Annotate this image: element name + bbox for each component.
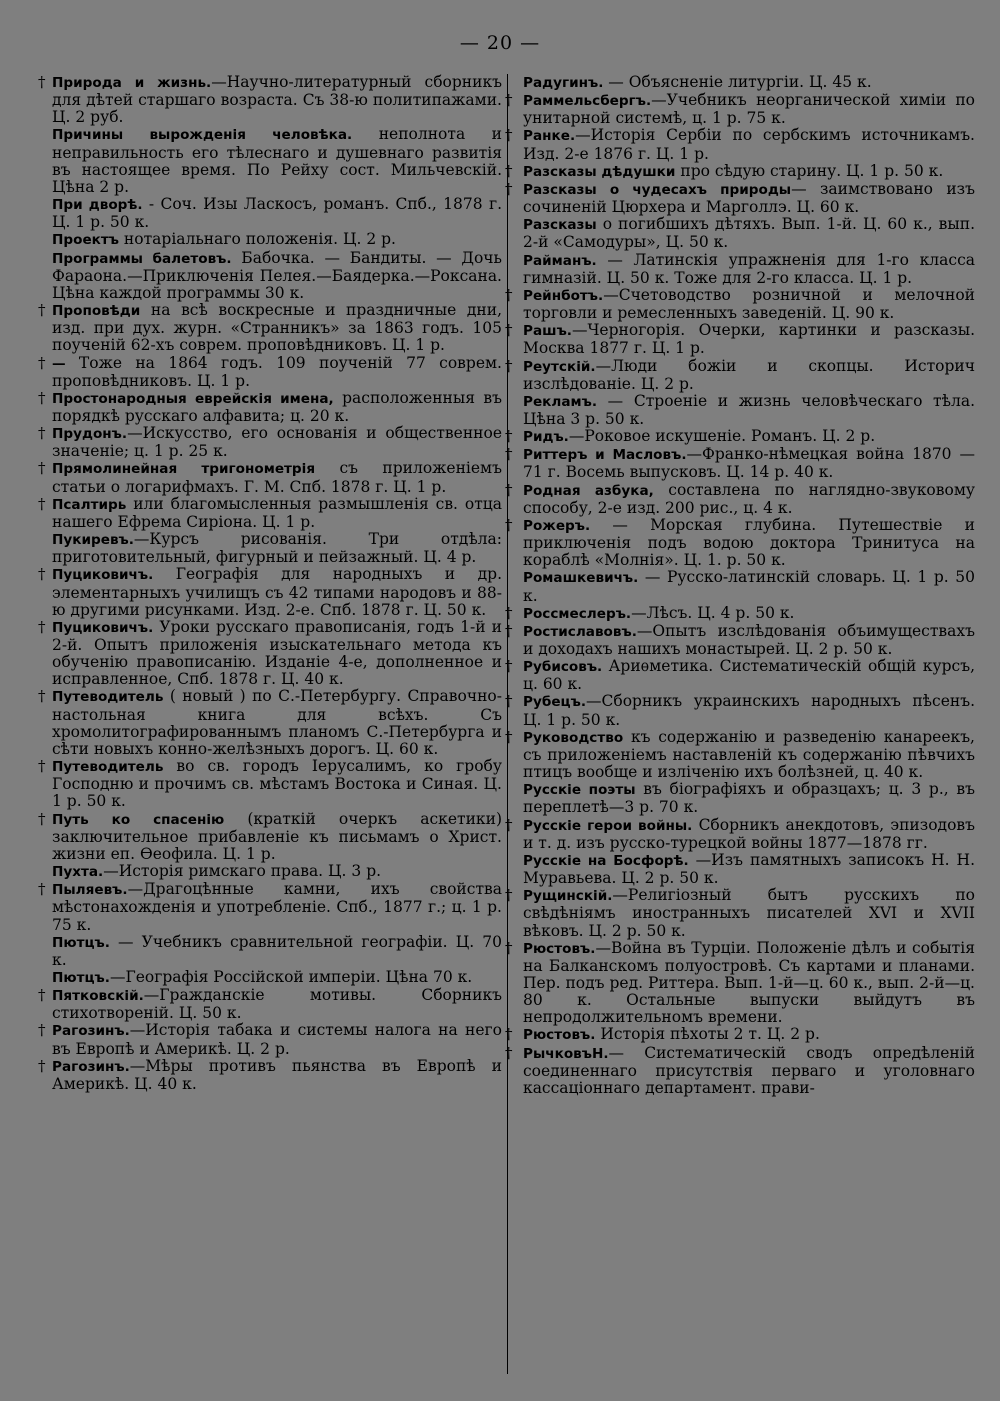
dagger-mark: † bbox=[505, 603, 513, 622]
dagger-mark: † bbox=[505, 692, 513, 711]
entry-heading: Ранке. bbox=[523, 128, 576, 145]
entry-heading: Ростиславовъ. bbox=[523, 623, 637, 640]
column-divider bbox=[507, 74, 508, 1374]
entry-heading: Рожеръ. bbox=[523, 517, 591, 534]
entry-heading: Программы балетовъ. bbox=[52, 250, 232, 267]
entry-text: Уроки русскаго правописанія, годъ 1-й и 2-й. Опытъ приложенія изыскательнаго метода къ обученію правописанію. Изданіе 4-е, дополненное и исправленное, Спб. 1878 г. Ц. 40 к. bbox=[52, 617, 502, 689]
catalog-entry bbox=[505, 161, 975, 181]
entry-text: нотаріальнаго положенія. Ц. 2 р. bbox=[119, 230, 396, 249]
dagger-mark: † bbox=[505, 285, 513, 304]
entry-text: — Объясненіе литургіи. Ц. 45 к. bbox=[603, 73, 872, 91]
catalog-entry bbox=[44, 196, 502, 231]
dagger-mark: † bbox=[38, 494, 46, 513]
entry-heading: Радугинъ. bbox=[523, 75, 604, 91]
entry-heading: Пятковскій. bbox=[52, 988, 144, 1005]
catalog-entry bbox=[505, 126, 975, 163]
entry-heading: Пуциковичъ. bbox=[52, 619, 154, 636]
entry-text: Бабочка. — Бандиты. — Дочь Фараона.—Приключенія Пелея.—Баядерка.—Роксана. Цѣна каждой программы 30 к. bbox=[52, 248, 502, 302]
dagger-mark: † bbox=[505, 480, 513, 499]
entry-heading: Пухта. bbox=[52, 864, 104, 881]
entry-heading: Русскіе на Босфорѣ. bbox=[523, 852, 689, 869]
catalog-entry bbox=[38, 353, 502, 390]
dagger-mark: † bbox=[38, 687, 46, 706]
entry-text: Географія для народныхъ и др. элементарныхъ училищъ съ 42 типами народовъ и 88-ю другими рисунками. Изд. 2-е. Спб. 1878 г. Ц. 50 к. bbox=[52, 565, 502, 619]
entry-text: —Драгоцѣнные камни, ихъ свойства мѣстонахожденія и употребленіе. Спб., 1877 г.; ц. 1 р. 75 к. bbox=[52, 880, 502, 934]
entry-heading: Ридъ. bbox=[523, 429, 569, 446]
entry-text: —Лѣсъ. Ц. 4 р. 50 к. bbox=[631, 603, 795, 622]
entry-text: —Религіозный бытъ русскихъ по свѣдѣніямъ иностранныхъ писателей XVI и XVII вѣковъ. Ц. 2 р. 50 к. bbox=[523, 886, 975, 940]
entry-heading: Разсказы о чудесахъ природы bbox=[523, 181, 792, 198]
entry-text: —Люди божіи и скопцы. Историч изслѣдованіе. Ц. 2 р. bbox=[523, 356, 975, 393]
catalog-entry bbox=[513, 252, 975, 287]
catalog-entry bbox=[38, 617, 502, 689]
entry-heading: Рекламъ. bbox=[523, 393, 598, 410]
entry-text: — заимствовано изъ сочиненій Цюрхера и Марголлэ. Ц. 60 к. bbox=[523, 179, 975, 217]
entry-text: — Латинскія упражненія для 1-го класса гимназій. Ц. 50 к. Тоже для 2-го класса. Ц. 1 р. bbox=[523, 250, 975, 287]
catalog-entry bbox=[513, 569, 975, 604]
catalog-entry bbox=[505, 815, 975, 852]
entry-text: о погибшихъ дѣтяхъ. Вып. 1-й. Ц. 60 к., вып. 2-й «Самодуры», Ц. 50 к. bbox=[523, 215, 975, 252]
catalog-entry bbox=[513, 74, 975, 92]
dagger-mark: † bbox=[505, 1043, 513, 1062]
catalog-entry bbox=[513, 393, 975, 428]
catalog-entry bbox=[44, 934, 502, 969]
catalog-entry bbox=[38, 73, 502, 127]
entry-text: —Счетоводство розничной и мелочной торговли и ремесленныхъ заведеній. Ц. 90 к. bbox=[523, 285, 975, 323]
dagger-mark: † bbox=[505, 91, 513, 110]
catalog-entry bbox=[44, 126, 502, 196]
dagger-mark: † bbox=[505, 621, 513, 640]
entry-heading: Причины вырожденія человѣка. bbox=[52, 127, 353, 144]
entry-heading: Риттеръ и Масловъ. bbox=[523, 447, 687, 464]
catalog-entry bbox=[505, 692, 975, 729]
entry-text: —Исторія табака и системы налога на него въ Европѣ и Америкѣ. Ц. 2 р. bbox=[52, 1021, 502, 1058]
dagger-mark: † bbox=[505, 126, 513, 145]
entry-text: на всѣ воскресные и праздничные дни, изд. при дух. журн. «Странникъ» за 1863 годъ. 105 поученій 62-хъ соврем. проповѣдниковъ. Ц. 1 р. bbox=[52, 301, 502, 355]
dagger-mark: † bbox=[505, 427, 513, 446]
catalog-entry bbox=[505, 1025, 975, 1044]
catalog-entry bbox=[38, 301, 502, 355]
entry-text: Ариѳметика. Систематическій общій курсъ, ц. 60 к. bbox=[523, 657, 975, 694]
dagger-mark: † bbox=[505, 321, 513, 340]
catalog-entry bbox=[38, 565, 502, 619]
catalog-entry bbox=[505, 427, 975, 446]
catalog-entry bbox=[505, 480, 975, 517]
catalog-entry bbox=[38, 880, 502, 934]
dagger-mark: † bbox=[38, 565, 46, 584]
entry-heading: Проповѣди bbox=[52, 303, 141, 320]
entry-heading: Разсказы bbox=[523, 217, 597, 234]
catalog-entry bbox=[505, 727, 975, 782]
catalog-entry bbox=[44, 969, 502, 987]
catalog-entry bbox=[44, 250, 502, 302]
entry-text: неполнота и неправильность его тѣлеснаго и душевнаго развитія въ настоящее время. По Рейху сост. Мильчевскій. Цѣна 2 р. bbox=[52, 125, 502, 196]
entry-heading: Раммельсбергъ. bbox=[523, 93, 652, 110]
entry-text: —Опытъ изслѣдованія объимуществахъ и доходахъ нашихъ монастырей. Ц. 2 р. 50 к. bbox=[523, 621, 975, 658]
dagger-mark: † bbox=[505, 815, 513, 834]
entry-heading: Путь ко спасенію bbox=[52, 811, 225, 828]
entry-text: — Русско-латинскій словарь. Ц. 1 р. 50 к. bbox=[523, 568, 975, 605]
entry-text: —Роковое искушеніе. Романъ. Ц. 2 р. bbox=[568, 427, 876, 446]
entry-text: — Систематическій сводъ опредѣленій соединеннаго присутствія перваго и уголовнаго кассаціоннаго департамент. прави- bbox=[523, 1043, 975, 1097]
entry-text: съ приложеніемъ статьи о логарифмахъ. Г. М. Спб. 1878 г. Ц. 1 р. bbox=[52, 459, 502, 496]
left-column bbox=[38, 73, 503, 1093]
catalog-entry bbox=[38, 1056, 502, 1093]
catalog-entry bbox=[38, 424, 502, 461]
entry-heading: Рашъ. bbox=[523, 323, 572, 340]
dagger-mark: † bbox=[505, 1025, 513, 1044]
entry-text: составлена по наглядно-звуковому способу, 2-е изд. 200 рис., ц. 4 к. bbox=[523, 480, 975, 517]
entry-text: —Война въ Турціи. Положеніе дѣлъ и событія на Балканскомъ полуостровѣ. Съ картами и планами. Пер. подъ ред. Риттера. Вып. 1-й—ц. 60 к., вып. 2-й—ц. 80 к. Остальные выпуски выйдутъ въ непродолжительномъ времени. bbox=[523, 938, 975, 1027]
catalog-entry bbox=[505, 91, 975, 128]
entry-heading: Разсказы дѣдушки bbox=[523, 163, 676, 180]
catalog-entry bbox=[505, 285, 975, 323]
dagger-mark: † bbox=[38, 301, 46, 320]
entry-heading: Путеводитель bbox=[52, 759, 164, 776]
catalog-entry bbox=[505, 515, 975, 570]
entry-text: къ содержанію и разведенію канареекъ, съ приложеніемъ наставленій къ содержанію пѣвчихъ птицъ вообще и изліченію ихъ болѣзней, ц. 40 к. bbox=[523, 727, 975, 782]
dagger-mark: † bbox=[38, 459, 46, 478]
catalog-entry bbox=[505, 657, 975, 694]
catalog-entry bbox=[38, 809, 502, 863]
catalog-entry bbox=[505, 621, 975, 658]
entry-heading: Рубисовъ. bbox=[523, 659, 603, 676]
dagger-mark: † bbox=[38, 617, 46, 636]
dagger-mark: † bbox=[38, 880, 46, 899]
entry-text: ( новый ) по С.-Петербургу. Справочно-настольная книга для всѣхъ. Съ хромолитографированнымъ планомъ С.-Петербурга и сѣти новыхъ конно-желѣзныхъ дорогъ. Ц. 60 к. bbox=[52, 687, 502, 758]
entry-text: —Изъ памятныхъ записокъ Н. Н. Муравьева. Ц. 2 р. 50 к. bbox=[523, 850, 976, 888]
dagger-mark: † bbox=[38, 809, 46, 828]
entry-heading: Реутскій. bbox=[523, 358, 596, 375]
entry-text: —Курсъ рисованія. Три отдѣла: приготовительный, фигурный и пейзажный. Ц. 4 р. bbox=[52, 530, 502, 567]
catalog-entry bbox=[505, 938, 975, 1027]
entry-heading: Природа и жизнь. bbox=[52, 75, 212, 91]
entry-text: во св. городъ Іерусалимъ, ко гробу Господню и прочимъ св. мѣстамъ Востока и Синая. Ц. 1 р. 50 к. bbox=[52, 757, 502, 811]
catalog-entry bbox=[505, 1043, 975, 1097]
dagger-mark: † bbox=[505, 727, 513, 746]
entry-heading: — bbox=[52, 355, 66, 372]
entry-heading: Рущинскій. bbox=[523, 888, 613, 905]
right-column bbox=[505, 73, 976, 1097]
catalog-entry bbox=[38, 687, 502, 758]
entry-text: —Черногорія. Очерки, картинки и разсказы. Москва 1877 г. Ц. 1 р. bbox=[523, 321, 975, 358]
catalog-entry bbox=[44, 531, 502, 566]
entry-heading: Райманъ. bbox=[523, 252, 597, 269]
entry-text: — Учебникъ сравнительной географіи. Ц. 70 к. bbox=[52, 932, 502, 969]
catalog-entry bbox=[38, 1021, 502, 1058]
entry-heading: Руководство bbox=[523, 729, 624, 746]
entry-heading: Рагозинъ. bbox=[52, 1023, 130, 1040]
entry-text: расположенныя въ порядкѣ русскаго алфавита; ц. 20 к. bbox=[52, 388, 502, 425]
entry-text: —Исторія римскаго права. Ц. 3 р. bbox=[103, 862, 382, 881]
catalog-entry bbox=[505, 603, 975, 623]
catalog-entry bbox=[38, 494, 502, 531]
dagger-mark: † bbox=[38, 73, 46, 91]
dagger-mark: † bbox=[505, 161, 513, 180]
catalog-entry bbox=[505, 356, 975, 393]
entry-text: —Географія Россійской имперіи. Цѣна 70 к. bbox=[109, 967, 473, 986]
entry-text: —Исторія Сербіи по сербскимъ источникамъ. Изд. 2-е 1876 г. Ц. 1 р. bbox=[523, 126, 975, 163]
entry-text: —Научно-литературный сборникъ для дѣтей старшаго возраста. Съ 38-ю политипажами. Ц. 2 руб. bbox=[52, 73, 502, 127]
dagger-mark: † bbox=[505, 938, 513, 957]
entry-heading: Рюстовъ. bbox=[523, 940, 596, 957]
entry-heading: Рубецъ. bbox=[523, 694, 586, 711]
entry-text: — Строеніе и жизнь человѣческаго тѣла. Цѣна 3 р. 50 к. bbox=[523, 391, 975, 428]
entry-heading: РычковъН. bbox=[523, 1045, 609, 1062]
entry-heading: Путеводитель bbox=[52, 689, 164, 706]
dagger-mark: † bbox=[38, 353, 46, 372]
catalog-entry bbox=[38, 757, 502, 811]
dagger-mark: † bbox=[38, 388, 46, 407]
entry-heading: Пютцъ. bbox=[52, 934, 110, 951]
entry-text: - Соч. Изы Ласкосъ, романъ. Спб., 1878 г. Ц. 1 р. 50 к. bbox=[52, 195, 503, 232]
dagger-mark: † bbox=[505, 515, 513, 534]
entry-heading: Россмеслеръ. bbox=[523, 605, 632, 622]
entry-heading: Родная азбука, bbox=[523, 482, 654, 499]
dagger-mark: † bbox=[505, 356, 513, 375]
entry-heading: Рюстовъ. bbox=[523, 1027, 596, 1044]
entry-heading: Рагозинъ. bbox=[52, 1058, 130, 1075]
entry-text: Тоже на 1864 годъ. 109 поученій 77 соврем. проповѣдниковъ. Ц. 1 р. bbox=[52, 353, 502, 390]
dagger-mark: † bbox=[38, 757, 46, 776]
catalog-entry bbox=[38, 986, 502, 1023]
entry-heading: При дворѣ. bbox=[52, 197, 143, 214]
catalog-entry bbox=[38, 388, 502, 425]
entry-heading: Русскіе герои войны. bbox=[523, 817, 693, 834]
catalog-entry bbox=[38, 459, 502, 496]
entry-heading: Проектъ bbox=[52, 232, 119, 249]
entry-text: (краткій очеркъ аскетики) заключительное прибавленіе къ письмамъ о Христ. жизни еп. Ѳеофила. Ц. 1 р. bbox=[52, 809, 502, 863]
entry-heading: Прямолинейная тригонометрія bbox=[52, 461, 316, 478]
entry-text: или благомысленныя размышленія св. отца нашего Ефрема Сиріона. Ц. 1 р. bbox=[52, 494, 502, 531]
entry-heading: Пукиревъ. bbox=[52, 532, 134, 549]
catalog-entry bbox=[44, 231, 502, 249]
catalog-entry bbox=[513, 216, 975, 251]
entry-heading: Пуциковичъ. bbox=[52, 567, 154, 584]
entry-heading: Псалтирь bbox=[52, 496, 127, 513]
catalog-entry bbox=[513, 781, 975, 816]
entry-heading: Прудонъ. bbox=[52, 426, 128, 443]
catalog-entry bbox=[505, 886, 975, 940]
entry-text: —Сборникъ украинскихъ народныхъ пѣсенъ. Ц. 1 р. 50 к. bbox=[523, 692, 975, 729]
page-number: — 20 — bbox=[459, 32, 541, 54]
entry-heading: Простонародныя еврейскія имена, bbox=[52, 390, 334, 407]
catalog-entry bbox=[505, 321, 975, 358]
entry-text: Исторія пѣхоты 2 т. Ц. 2 р. bbox=[595, 1025, 820, 1044]
dagger-mark: † bbox=[505, 657, 513, 676]
dagger-mark: † bbox=[38, 1056, 46, 1075]
dagger-mark: † bbox=[505, 179, 513, 198]
catalog-entry bbox=[513, 852, 975, 887]
entry-heading: Ромашкевичъ. bbox=[523, 570, 639, 587]
dagger-mark: † bbox=[505, 445, 513, 464]
dagger-mark: † bbox=[38, 424, 46, 443]
dagger-mark: † bbox=[38, 1021, 46, 1040]
entry-text: —Учебникъ неорганической химіи по унитарной системѣ, ц. 1 р. 75 к. bbox=[523, 91, 975, 128]
entry-heading: Пютцъ. bbox=[52, 969, 110, 986]
catalog-entry bbox=[44, 863, 502, 881]
entry-text: — Морская глубина. Путешествіе и приключенія подъ водою доктора Тринитуса на кораблѣ «Молнія». Ц. 1. р. 50 к. bbox=[523, 515, 975, 570]
entry-text: —Франко-нѣмецкая война 1870 — 71 г. Восемь выпусковъ. Ц. 14 р. 40 к. bbox=[523, 445, 976, 482]
catalog-entry bbox=[505, 179, 975, 217]
catalog-entry bbox=[505, 445, 976, 482]
entry-heading: Рейнботъ. bbox=[523, 287, 604, 304]
dagger-mark: † bbox=[38, 986, 46, 1005]
entry-heading: Русскіе поэты bbox=[523, 782, 636, 799]
entry-text: —Искусство, его основанія и общественное значеніе; ц. 1 р. 25 к. bbox=[52, 424, 502, 461]
entry-text: про сѣдую старину. Ц. 1 р. 50 к. bbox=[675, 161, 944, 180]
entry-text: —Мѣры противъ пьянства въ Европѣ и Америкѣ. Ц. 40 к. bbox=[52, 1056, 502, 1093]
entry-text: Сборникъ анекдотовъ, эпизодовъ и т. д. изъ русско-турецкой войны 1877—1878 гг. bbox=[523, 815, 975, 852]
dagger-mark: † bbox=[505, 886, 513, 905]
entry-heading: Пыляевъ. bbox=[52, 882, 128, 899]
entry-text: —Гражданскіе мотивы. Сборникъ стихотвореній. Ц. 50 к. bbox=[52, 986, 502, 1023]
entry-text: въ біографіяхъ и образцахъ; ц. 3 р., въ переплетѣ—3 р. 70 к. bbox=[523, 780, 975, 817]
